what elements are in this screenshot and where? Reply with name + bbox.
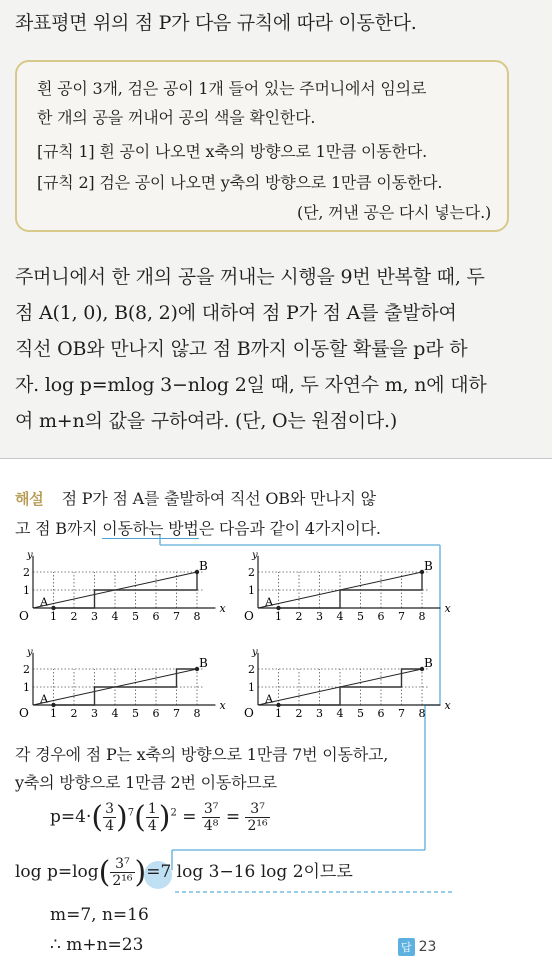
x-axis-label: x <box>219 602 226 615</box>
point-B-label: B <box>424 656 433 670</box>
x-tick-label: 8 <box>418 707 426 720</box>
point-B-label: B <box>199 656 208 670</box>
rule-box <box>15 60 509 232</box>
point-A-label: A <box>40 595 49 609</box>
rule-box-line: 한 개의 공을 꺼내어 공의 색을 확인한다. <box>37 108 316 127</box>
point-A <box>51 703 55 707</box>
x-tick-label: 7 <box>398 610 405 623</box>
solution-line <box>15 516 381 539</box>
x-tick-label: 1 <box>50 610 57 623</box>
origin-label: O <box>244 609 254 623</box>
x-tick-label: 1 <box>275 707 282 720</box>
y-axis-label: y <box>27 646 33 658</box>
y-tick-label: 1 <box>23 681 30 694</box>
x-tick-label: 8 <box>193 707 201 720</box>
point-A-label: A <box>265 692 274 706</box>
x-tick-label: 6 <box>152 707 160 720</box>
x-tick-label: 4 <box>111 610 119 623</box>
x-tick-label: 3 <box>316 610 323 623</box>
x-tick-label: 7 <box>398 707 405 720</box>
x-tick-label: 2 <box>70 707 78 720</box>
y-tick-label: 2 <box>23 663 30 676</box>
solution-line: y축의 방향으로 1만큼 2번 이동하므로 <box>15 773 277 792</box>
y-tick-label: 1 <box>23 584 30 597</box>
equation-probability: p=4·( $\frac{3}{4}$ )$^7$( $\frac{1}{4}$ )$^2$ = $\frac{\text{3⁷}}{\text{4⁸}}$ = $\frac{\text{3⁷}}{\text{2¹⁶}}$ <box>50 800 268 835</box>
x-tick-label: 7 <box>173 707 180 720</box>
rule-note: (단, 꺼낸 공은 다시 넣는다.) <box>297 203 491 222</box>
problem-section <box>0 0 552 458</box>
solution-line: 각 경우에 점 P는 x축의 방향으로 1만큼 7번 이동하고, <box>15 745 389 764</box>
rule-2: [규칙 2] 검은 공이 나오면 y축의 방향으로 1만큼 이동한다. <box>37 173 443 192</box>
problem-line: 점 A(1, 0), B(8, 2)에 대하여 점 P가 점 A를 출발하여 <box>15 302 457 324</box>
x-tick-label: 1 <box>275 610 282 623</box>
origin-label: O <box>19 706 29 720</box>
x-tick-label: 4 <box>111 707 119 720</box>
y-tick-label: 2 <box>23 566 30 579</box>
y-axis-label: y <box>252 549 258 561</box>
x-tick-label: 4 <box>336 610 344 623</box>
x-tick-label: 6 <box>377 707 385 720</box>
solution-text: 은 다음과 같이 4가지이다. <box>198 519 381 538</box>
path-graph-3 <box>15 645 225 735</box>
underlined-phrase: 이동하는 방법 <box>102 519 199 538</box>
point-A <box>276 606 280 610</box>
x-tick-label: 3 <box>91 707 98 720</box>
point-A <box>276 703 280 707</box>
point-A-label: A <box>265 595 274 609</box>
x-tick-label: 6 <box>152 610 160 623</box>
path-graph-2 <box>240 548 450 638</box>
x-tick-label: 8 <box>193 610 201 623</box>
x-tick-label: 2 <box>295 707 303 720</box>
x-tick-label: 2 <box>70 610 78 623</box>
y-tick-label: 1 <box>248 584 255 597</box>
x-tick-label: 6 <box>377 610 385 623</box>
problem-line: 자. log p=mlog 3−nlog 2일 때, 두 자연수 m, n에 대하 <box>15 374 487 396</box>
equation-sum: ∴ m+n=23 <box>50 935 144 955</box>
point-A <box>51 606 55 610</box>
x-tick-label: 5 <box>132 707 139 720</box>
rule-box-line: 흰 공이 3개, 검은 공이 1개 들어 있는 주머니에서 임의로 <box>37 79 427 98</box>
problem-line: 주머니에서 한 개의 공을 꺼내는 시행을 9번 반복할 때, 두 <box>15 266 485 288</box>
y-tick-label: 2 <box>248 663 255 676</box>
x-tick-label: 1 <box>50 707 57 720</box>
problem-line: 여 m+n의 값을 구하여라. (단, O는 원점이다.) <box>15 410 398 432</box>
x-tick-label: 3 <box>91 610 98 623</box>
origin-label: O <box>19 609 29 623</box>
problem-intro: 좌표평면 위의 점 P가 다음 규칙에 따라 이동한다. <box>15 12 417 34</box>
point-A-label: A <box>40 692 49 706</box>
solution-text: 점 P가 점 A를 출발하여 직선 OB와 만나지 않 <box>61 489 376 508</box>
y-axis-label: y <box>27 549 33 561</box>
x-axis-label: x <box>219 699 226 712</box>
path-graph-1 <box>15 548 225 638</box>
origin-label: O <box>244 706 254 720</box>
equation-mn: m=7, n=16 <box>50 905 149 925</box>
point-B-label: B <box>424 559 433 573</box>
x-tick-label: 5 <box>357 610 364 623</box>
y-tick-label: 2 <box>248 566 255 579</box>
path-graph-4 <box>240 645 450 735</box>
solution-label: 해설 <box>15 490 44 508</box>
x-tick-label: 5 <box>132 610 139 623</box>
solution-text: 고 점 B까지 <box>15 519 103 538</box>
point-B-label: B <box>199 559 208 573</box>
answer <box>398 938 436 956</box>
y-tick-label: 1 <box>248 681 255 694</box>
problem-line: 직선 OB와 만나지 않고 점 B까지 이동할 확률을 p라 하 <box>15 338 468 360</box>
x-axis-label: x <box>444 602 451 615</box>
y-axis-label: y <box>252 646 258 658</box>
equation-log: log p=log( $\frac{\text{3⁷}}{\text{2¹⁶}}$ )=7 log 3−16 log 2이므로 <box>15 855 353 890</box>
answer-value: 23 <box>418 939 437 955</box>
x-axis-label: x <box>444 699 451 712</box>
x-tick-label: 3 <box>316 707 323 720</box>
x-tick-label: 2 <box>295 610 303 623</box>
answer-tag: 답 <box>398 938 415 956</box>
rule-1: [규칙 1] 흰 공이 나오면 x축의 방향으로 1만큼 이동한다. <box>37 142 427 161</box>
x-tick-label: 5 <box>357 707 364 720</box>
solution-line <box>15 486 376 509</box>
x-tick-label: 7 <box>173 610 180 623</box>
x-tick-label: 4 <box>336 707 344 720</box>
x-tick-label: 8 <box>418 610 426 623</box>
